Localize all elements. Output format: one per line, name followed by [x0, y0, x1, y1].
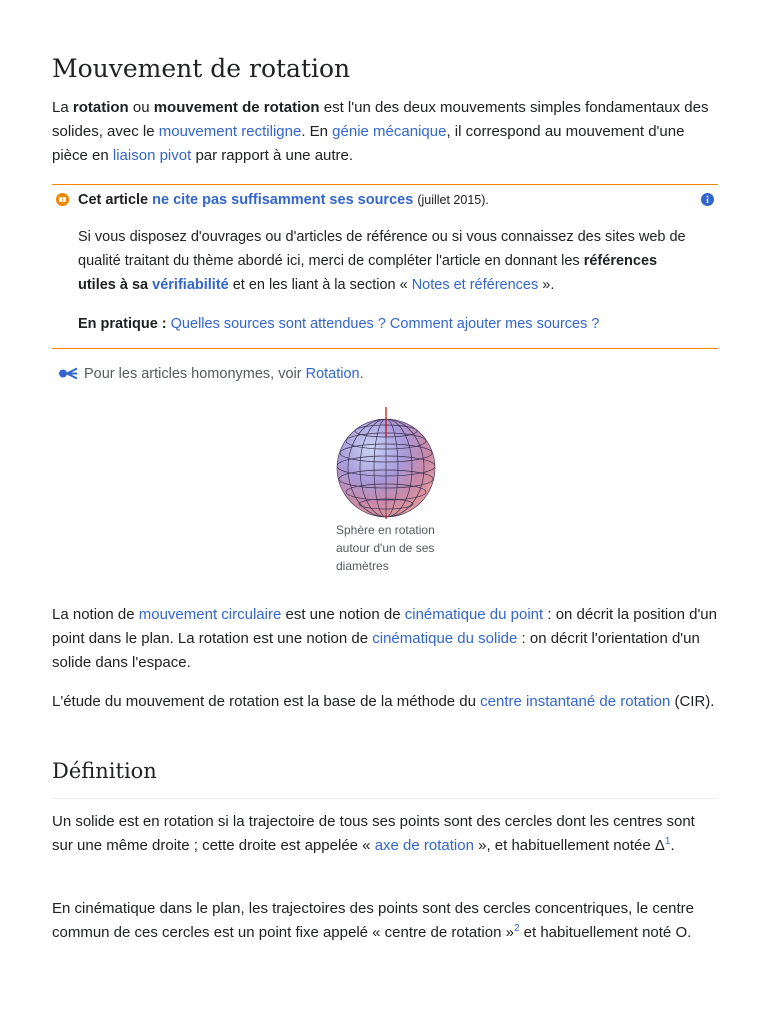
paragraph-cir: L'étude du mouvement de rotation est la base de la méthode du centre instantané de rotation (CIR).	[52, 693, 715, 710]
link-mouvement-circulaire[interactable]: mouvement circulaire	[138, 606, 282, 623]
bold-term-rotation: rotation	[72, 99, 129, 116]
link-genie-mecanique[interactable]: génie mécanique	[332, 123, 447, 140]
footnote-1[interactable]: 1	[664, 836, 671, 847]
book-warning-icon	[56, 193, 69, 206]
page-title: Mouvement de rotation	[52, 54, 351, 83]
paragraph-notion: La notion de mouvement circulaire est une notion de cinématique du point : on décrit la position d'un point dans le plan. La rotation est une notion de cinématique du solide : on décrit l'orientation d'un solide dans l'espace.	[52, 606, 717, 671]
link-notes-references[interactable]: Notes et références	[411, 277, 539, 293]
link-cinematique-solide[interactable]: cinématique du solide	[372, 630, 518, 647]
intro-paragraph: La rotation ou mouvement de rotation est l'un des deux mouvements simples fondamentaux des solides, avec le mouvement rectiligne. En génie mécanique, il correspond au mouvement d'une pièce en liaison pivot par rapport à une autre.	[52, 99, 709, 164]
link-centre-instantane[interactable]: centre instantané de rotation	[480, 693, 671, 710]
article-page: Mouvement de rotation La rotation ou mouvement de rotation est l'un des deux mouvements simples fondamentaux des solides, avec le mouvement rectiligne. En génie mécanique, il correspond au mouvement d'une pièce en liaison pivot par rapport à une autre. Cet article ne cite pas suffisamment ses sources (juillet 2015). Si vous disposez d'ouvrages ou d'articles de référence ou si vous connaissez des sites web de qualité traitant du thème abordé ici, merci de compléter l'article en donnant les références utiles à sa vérifiabilité et en les liant à la section « Notes et références ». En pratique : Quelles sources sont attendues ? Comment ajouter mes sources ? Pour les articles homonymes, voir Rotation. Sphère en rotation autour d'un de ses diamètres La notion de mouvement circulaire est une notion de cinématique du point : on décrit la position d'un point dans le plan. La rotation est une notion de cinématique du solide : on décrit l'orientation d'un solide dans l'espace. L'étude du mouvement de rotation est la base de la méthode du centre instantané de rotation (CIR). Définition Un solide est en rotation si la trajectoire de tous ses points sont des cercles dont les centres sont sur une même droite ; cette droite est appelée « axe de rotation », et habituellement notée Δ$^1$. En cinématique dans le plan, les trajectoires des points sont des cercles concentriques, le centre commun de ces cercles est un point fixe appelé « centre de rotation »$^2$ et habituellement noté O.	[0, 0, 768, 1024]
figure-caption: Sphère en rotation autour d'un de ses diamètres	[336, 523, 435, 573]
link-mouvement-rectiligne[interactable]: mouvement rectiligne	[158, 123, 302, 140]
link-axe-rotation[interactable]: axe de rotation	[374, 837, 474, 854]
sources-warning-box	[52, 184, 718, 349]
warning-date: (juillet 2015).	[417, 193, 489, 207]
info-icon[interactable]	[701, 193, 714, 206]
link-ajouter-sources[interactable]: Comment ajouter mes sources ?	[389, 316, 600, 332]
warning-lead: Cet article ne cite pas suffisamment ses sources (juillet 2015).	[78, 192, 489, 208]
warning-practice: En pratique : Quelles sources sont attendues ? Comment ajouter mes sources ?	[78, 316, 600, 332]
rotating-sphere-image[interactable]	[336, 407, 436, 519]
section-heading-definition: Définition	[52, 759, 157, 783]
section-divider	[52, 798, 718, 799]
bold-term-mouvement: mouvement de rotation	[153, 99, 320, 116]
figure-thumbnail	[336, 407, 436, 573]
link-sources-insuffisantes[interactable]: ne cite pas suffisamment ses sources	[152, 192, 414, 208]
link-cinematique-point[interactable]: cinématique du point	[404, 606, 544, 623]
warning-body: Si vous disposez d'ouvrages ou d'articles de référence ou si vous connaissez des sites web de qualité traitant du thème abordé ici, merci de compléter l'article en donnant les références utiles à sa vérifiabilité et en les liant à la section « Notes et références ».	[78, 229, 686, 293]
paragraph-definition: Un solide est en rotation si la trajectoire de tous ses points sont des cercles dont les centres sont sur une même droite ; cette droite est appelée « axe de rotation », et habituellement notée Δ$^1$.	[52, 813, 695, 854]
footnote-2[interactable]: 2	[513, 923, 520, 934]
link-liaison-pivot[interactable]: liaison pivot	[112, 147, 192, 164]
link-verifiabilite[interactable]: vérifiabilité	[152, 277, 229, 293]
link-rotation-homonymie[interactable]: Rotation	[305, 366, 360, 382]
disambiguation-icon	[58, 367, 78, 380]
link-sources-attendues[interactable]: Quelles sources sont attendues ?	[170, 316, 386, 332]
paragraph-plan: En cinématique dans le plan, les trajectoires des points sont des cercles concentriques, le centre commun de ces cercles est un point fixe appelé « centre de rotation »$^2$ et habituellement noté O.	[52, 900, 695, 941]
